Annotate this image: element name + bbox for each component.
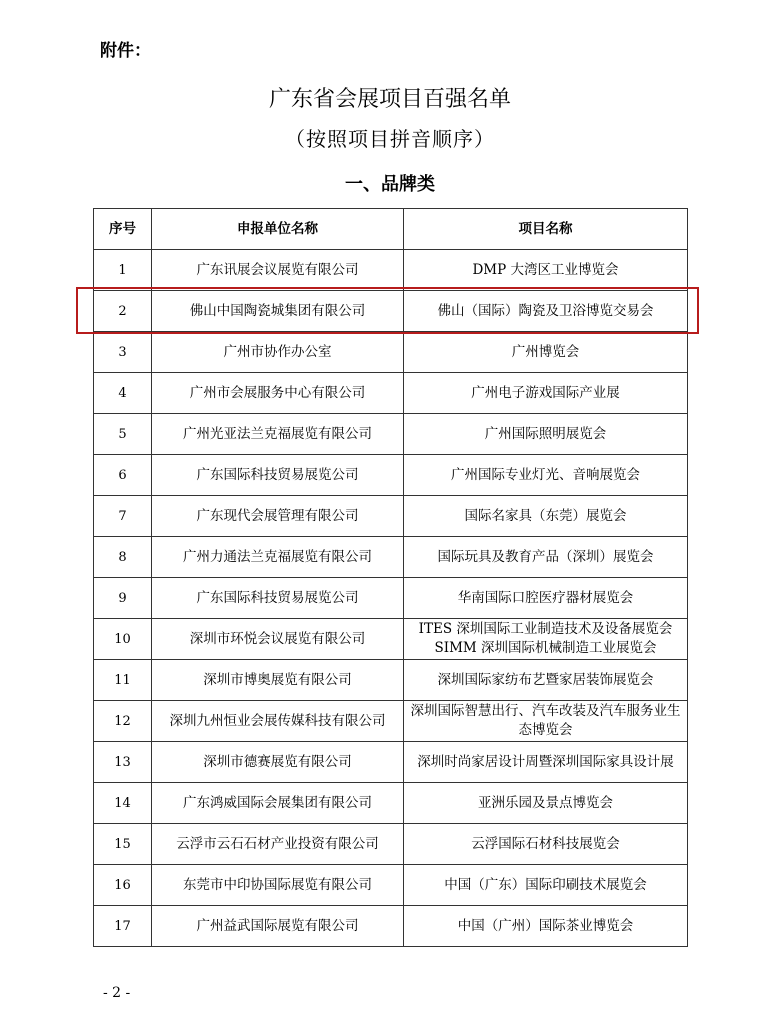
table-row bbox=[94, 824, 688, 865]
table-row bbox=[94, 455, 688, 496]
row-number: 17 bbox=[94, 906, 152, 947]
section-title: 一、品牌类 bbox=[345, 174, 435, 195]
row-number: 2 bbox=[94, 291, 152, 332]
row-number: 12 bbox=[94, 701, 152, 742]
organization-name: 东莞市中印协国际展览有限公司 bbox=[152, 865, 404, 906]
table-row bbox=[94, 742, 688, 783]
project-name: DMP 大湾区工业博览会 bbox=[404, 250, 688, 291]
organization-name: 云浮市云石石材产业投资有限公司 bbox=[152, 824, 404, 865]
table-row bbox=[94, 414, 688, 455]
organization-name: 广州市会展服务中心有限公司 bbox=[152, 373, 404, 414]
organization-name: 广东现代会展管理有限公司 bbox=[152, 496, 404, 537]
column-header-number: 序号 bbox=[94, 209, 152, 250]
organization-name: 深圳九州恒业会展传媒科技有限公司 bbox=[152, 701, 404, 742]
table-row bbox=[94, 783, 688, 824]
organization-name: 深圳市环悦会议展览有限公司 bbox=[152, 619, 404, 660]
row-number: 5 bbox=[94, 414, 152, 455]
row-number: 6 bbox=[94, 455, 152, 496]
project-name: 广州国际照明展览会 bbox=[404, 414, 688, 455]
project-name: 广州电子游戏国际产业展 bbox=[404, 373, 688, 414]
row-number: 1 bbox=[94, 250, 152, 291]
row-number: 4 bbox=[94, 373, 152, 414]
organization-name: 广东国际科技贸易展览公司 bbox=[152, 455, 404, 496]
row-number: 16 bbox=[94, 865, 152, 906]
project-name: 广州国际专业灯光、音响展览会 bbox=[404, 455, 688, 496]
row-number: 11 bbox=[94, 660, 152, 701]
organization-name: 广州光亚法兰克福展览有限公司 bbox=[152, 414, 404, 455]
project-name: 中国（广州）国际茶业博览会 bbox=[404, 906, 688, 947]
organization-name: 广东讯展会议展览有限公司 bbox=[152, 250, 404, 291]
table-row bbox=[94, 701, 688, 742]
attachment-label: 附件： bbox=[100, 41, 151, 61]
row-number: 13 bbox=[94, 742, 152, 783]
organization-name: 广东鸿威国际会展集团有限公司 bbox=[152, 783, 404, 824]
project-name: 深圳国际家纺布艺暨家居装饰展览会 bbox=[404, 660, 688, 701]
row-number: 15 bbox=[94, 824, 152, 865]
organization-name: 广州力通法兰克福展览有限公司 bbox=[152, 537, 404, 578]
organization-name: 深圳市博奥展览有限公司 bbox=[152, 660, 404, 701]
row-highlight-box bbox=[76, 287, 699, 334]
table-row bbox=[94, 865, 688, 906]
table-row bbox=[94, 578, 688, 619]
project-name: 云浮国际石材科技展览会 bbox=[404, 824, 688, 865]
table-row bbox=[94, 250, 688, 291]
project-name: 华南国际口腔医疗器材展览会 bbox=[404, 578, 688, 619]
project-name: 亚洲乐园及景点博览会 bbox=[404, 783, 688, 824]
row-number: 14 bbox=[94, 783, 152, 824]
row-number: 7 bbox=[94, 496, 152, 537]
organization-name: 广东国际科技贸易展览公司 bbox=[152, 578, 404, 619]
document-subtitle: （按照项目拼音顺序） bbox=[285, 127, 495, 151]
row-number: 8 bbox=[94, 537, 152, 578]
column-header-project: 项目名称 bbox=[404, 209, 688, 250]
project-name: 深圳时尚家居设计周暨深圳国际家具设计展 bbox=[404, 742, 688, 783]
organization-name: 深圳市德赛展览有限公司 bbox=[152, 742, 404, 783]
table-row bbox=[94, 496, 688, 537]
table-row bbox=[94, 906, 688, 947]
project-name: ITES 深圳国际工业制造技术及设备展览会 SIMM 深圳国际机械制造工业展览会 bbox=[404, 619, 688, 660]
row-number: 10 bbox=[94, 619, 152, 660]
project-name: 中国（广东）国际印刷技术展览会 bbox=[404, 865, 688, 906]
organization-name: 广州市协作办公室 bbox=[152, 332, 404, 373]
row-number: 9 bbox=[94, 578, 152, 619]
project-name: 广州博览会 bbox=[404, 332, 688, 373]
table-row bbox=[94, 373, 688, 414]
document-title: 广东省会展项目百强名单 bbox=[268, 87, 511, 112]
table-header-row bbox=[94, 209, 688, 250]
row-number: 3 bbox=[94, 332, 152, 373]
table-row bbox=[94, 537, 688, 578]
table-row bbox=[94, 660, 688, 701]
project-name: 佛山（国际）陶瓷及卫浴博览交易会 bbox=[404, 291, 688, 332]
table-body bbox=[94, 250, 688, 947]
project-name: 国际玩具及教育产品（深圳）展览会 bbox=[404, 537, 688, 578]
column-header-organization: 申报单位名称 bbox=[152, 209, 404, 250]
organization-name: 广州益武国际展览有限公司 bbox=[152, 906, 404, 947]
project-name: 深圳国际智慧出行、汽车改装及汽车服务业生态博览会 bbox=[404, 701, 688, 742]
project-name: 国际名家具（东莞）展览会 bbox=[404, 496, 688, 537]
organization-name: 佛山中国陶瓷城集团有限公司 bbox=[152, 291, 404, 332]
page-number: - 2 - bbox=[103, 985, 131, 1001]
table-row bbox=[94, 619, 688, 660]
table-row bbox=[94, 332, 688, 373]
